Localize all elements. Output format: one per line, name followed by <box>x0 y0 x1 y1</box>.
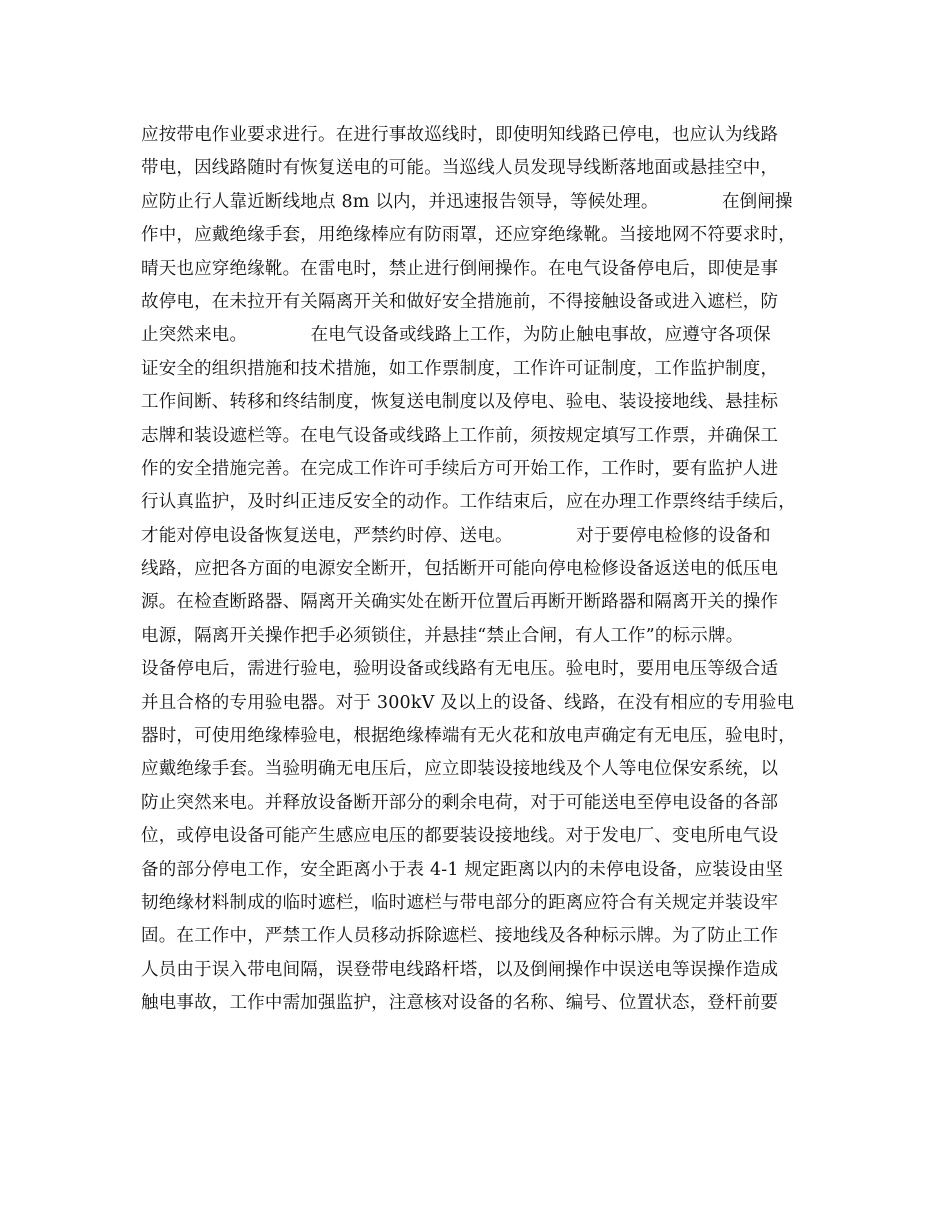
text-line: 线路，应把各方面的电源安全断开，包括断开可能向停电检修设备返送电的低压电 <box>141 559 779 580</box>
text-line: 人员由于误入带电间隔，误登带电线路杆塔，以及倒闸操作中误送电等误操作造成 <box>141 959 779 980</box>
text-line: 作中，应戴绝缘手套，用绝缘棒应有防雨罩，还应穿绝缘靴。当接地网不符要求时， <box>141 225 796 246</box>
text-line: 电源，隔离开关操作把手必须锁住，并悬挂“禁止合闸，有人工作”的标示牌。 <box>141 625 744 646</box>
text-line: 源。在检查断路器、隔离开关确实处在断开位置后再断开断路器和隔离开关的操作 <box>141 592 779 613</box>
text-line: 应防止行人靠近断线地点 8m 以内，并迅速报告领导，等候处理。 在倒闸操 <box>141 191 793 212</box>
text-line: 才能对停电设备恢复送电，严禁约时停、送电。 对于要停电检修的设备和 <box>141 525 771 546</box>
text-line: 触电事故，工作中需加强监护，注意核对设备的名称、编号、位置状态，登杆前要 <box>141 993 779 1014</box>
text-line: 晴天也应穿绝缘靴。在雷电时，禁止进行倒闸操作。在电气设备停电后，即使是事 <box>141 258 779 279</box>
text-line: 备的部分停电工作，安全距离小于表 4-1 规定距离以内的未停电设备，应装设由坚 <box>141 859 784 880</box>
text-line: 工作间断、转移和终结制度，恢复送电制度以及停电、验电、装设接地线、悬挂标 <box>141 392 779 413</box>
text-line: 止突然来电。 在电气设备或线路上工作，为防止触电事故，应遵守各项保 <box>141 325 771 346</box>
text-line: 带电，因线路随时有恢复送电的可能。当巡线人员发现导线断落地面或悬挂空中， <box>141 158 779 179</box>
text-line: 防止突然来电。并释放设备断开部分的剩余电荷，对于可能送电至停电设备的各部 <box>141 792 779 813</box>
text-line: 位，或停电设备可能产生感应电压的都要装设接地线。对于发电厂、变电所电气设 <box>141 826 779 847</box>
text-line: 器时，可使用绝缘棒验电，根据绝缘棒端有无火花和放电声确定有无电压，验电时， <box>141 726 796 747</box>
text-line: 行认真监护，及时纠正违反安全的动作。工作结束后，应在办理工作票终结手续后， <box>141 492 796 513</box>
body-text <box>141 119 831 1021</box>
text-line: 固。在工作中，严禁工作人员移动拆除遮栏、接地线及各种标示牌。为了防止工作 <box>141 926 779 947</box>
text-line: 作的安全措施完善。在完成工作许可手续后方可开始工作，工作时，要有监护人进 <box>141 458 779 479</box>
text-line: 设备停电后，需进行验电，验明设备或线路有无电压。验电时，要用电压等级合适 <box>141 659 779 680</box>
text-line: 证安全的组织措施和技术措施，如工作票制度，工作许可证制度，工作监护制度， <box>141 358 779 379</box>
text-line: 并且合格的专用验电器。对于 300kV 及以上的设备、线路，在没有相应的专用验电 <box>141 692 795 713</box>
text-line: 韧绝缘材料制成的临时遮栏，临时遮栏与带电部分的距离应符合有关规定并装设牢 <box>141 892 779 913</box>
text-line: 志牌和装设遮栏等。在电气设备或线路上工作前，须按规定填写工作票，并确保工 <box>141 425 779 446</box>
text-line: 故停电，在未拉开有关隔离开关和做好安全措施前，不得接触设备或进入遮栏，防 <box>141 291 779 312</box>
text-line: 应按带电作业要求进行。在进行事故巡线时，即使明知线路已停电，也应认为线路 <box>141 125 779 145</box>
text-line: 应戴绝缘手套。当验明确无电压后，应立即装设接地线及个人等电位保安系统，以 <box>141 759 779 780</box>
